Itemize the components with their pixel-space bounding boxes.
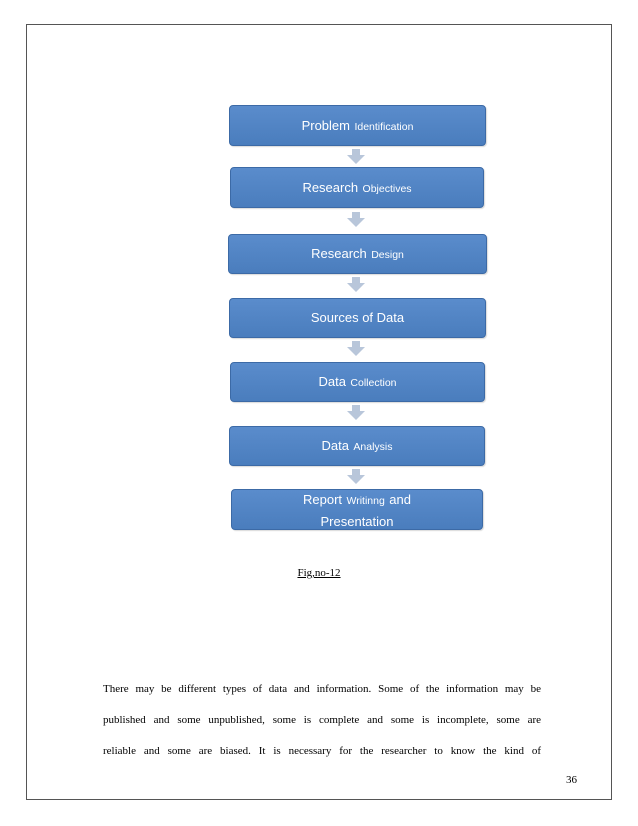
down-arrow-icon (346, 149, 366, 165)
figure-caption-text: Fig,no-12 (297, 567, 341, 579)
flow-step-label-main: and (389, 491, 411, 507)
down-arrow-icon (346, 469, 366, 485)
flow-step-label-sub: Design (371, 249, 404, 261)
paragraph-line: reliable and some are biased. It is necessary for the researcher to know the kind of (103, 745, 541, 757)
flow-step-label-sub: Writinng (346, 494, 385, 507)
flow-step-label-main: Problem (301, 117, 350, 133)
flow-step-line-2: Presentation (320, 513, 394, 529)
flow-step-label-main: Research (302, 179, 359, 195)
flow-step-problem-identification (229, 105, 486, 146)
down-arrow-icon (346, 341, 366, 357)
page-number: 36 (566, 774, 577, 786)
flow-step-line-1 (303, 488, 411, 512)
flow-step-label-main: Research (311, 246, 367, 261)
flow-step-data-collection (230, 362, 485, 402)
flow-step-research-design (228, 234, 487, 274)
paragraph-line: published and some unpublished, some is complete and some is incomplete, some are (103, 714, 541, 726)
flow-step-label-sub: Analysis (353, 441, 393, 453)
down-arrow-icon (346, 277, 366, 293)
flow-step-label-main: Sources of Data (310, 310, 405, 326)
flow-step-label-main: Report (303, 491, 343, 507)
figure-caption (0, 567, 638, 579)
flow-step-research-objectives (230, 167, 484, 208)
down-arrow-icon (346, 405, 366, 421)
flow-step-label-main: Data (321, 438, 349, 453)
flow-step-report-presentation (231, 489, 483, 530)
down-arrow-icon (346, 212, 366, 228)
flow-step-label-sub: Identification (354, 120, 414, 133)
flow-step-sources-of-data (229, 298, 486, 338)
flow-step-label-sub: Collection (350, 377, 397, 389)
paragraph-line: There may be different types of data and information. Some of the information may be (103, 683, 541, 695)
flow-step-label-main: Data (318, 374, 346, 389)
flow-step-data-analysis (229, 426, 485, 466)
flow-step-label-sub: Objectives (362, 182, 412, 195)
